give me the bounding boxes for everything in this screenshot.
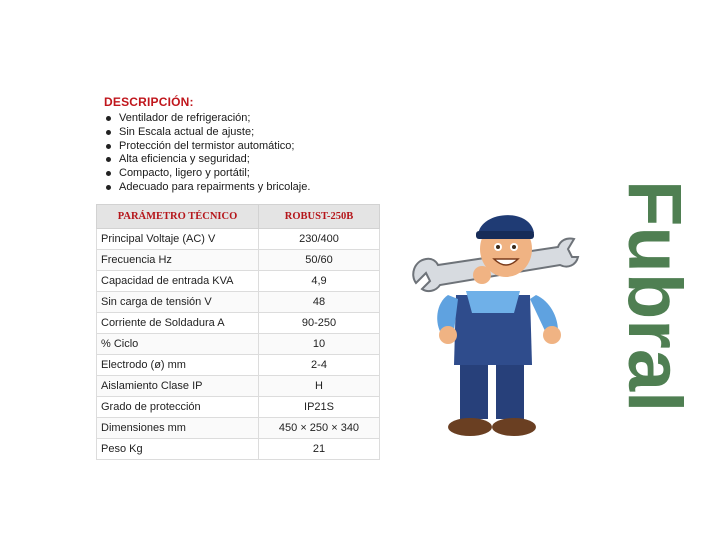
param-cell: % Ciclo [97, 334, 259, 355]
param-cell: Corriente de Soldadura A [97, 313, 259, 334]
header-model: ROBUST-250B [259, 205, 380, 229]
param-cell: Capacidad de entrada KVA [97, 271, 259, 292]
table-row [97, 313, 380, 334]
description-list [104, 112, 310, 195]
table-row [97, 229, 380, 250]
table-row [97, 397, 380, 418]
list-item-text: Adecuado para repairments y bricolaje. [119, 180, 311, 193]
bullet-icon [106, 144, 111, 149]
value-cell: 48 [259, 292, 380, 313]
list-item [104, 140, 310, 154]
value-cell: 21 [259, 439, 380, 460]
param-cell: Sin carga de tensión V [97, 292, 259, 313]
list-item [104, 167, 310, 181]
param-cell: Dimensiones mm [97, 418, 259, 439]
list-item-text: Sin Escala actual de ajuste; [119, 125, 255, 138]
bullet-icon [106, 171, 111, 176]
param-cell: Frecuencia Hz [97, 250, 259, 271]
value-cell: H [259, 376, 380, 397]
list-item [104, 112, 310, 126]
param-cell: Principal Voltaje (AC) V [97, 229, 259, 250]
brand-logo [557, 150, 697, 450]
value-cell: 90-250 [259, 313, 380, 334]
spec-table [96, 204, 380, 460]
value-cell: 4,9 [259, 271, 380, 292]
bullet-icon [106, 157, 111, 162]
table-row [97, 334, 380, 355]
list-item-text: Alta eficiencia y seguridad; [119, 153, 250, 166]
param-cell: Peso Kg [97, 439, 259, 460]
table-row [97, 418, 380, 439]
value-cell: 10 [259, 334, 380, 355]
bullet-icon [106, 130, 111, 135]
value-cell: 230/400 [259, 229, 380, 250]
value-cell: 450 × 250 × 340 [259, 418, 380, 439]
mechanic-mascot-illustration [408, 195, 578, 445]
value-cell: 50/60 [259, 250, 380, 271]
list-item [104, 153, 310, 167]
table-row [97, 355, 380, 376]
list-item [104, 126, 310, 140]
table-row [97, 250, 380, 271]
list-item-text: Ventilador de refrigeración; [119, 112, 251, 124]
brand-logo-text: Fubral [612, 180, 697, 413]
list-item-text: Compacto, ligero y portátil; [119, 167, 250, 180]
table-row [97, 292, 380, 313]
table-row [97, 271, 380, 292]
list-item [104, 181, 310, 195]
header-parameter: PARÁMETRO TÉCNICO [97, 205, 259, 229]
table-row [97, 439, 380, 460]
param-cell: Aislamiento Clase IP [97, 376, 259, 397]
table-row [97, 376, 380, 397]
bullet-icon [106, 116, 111, 121]
param-cell: Grado de protección [97, 397, 259, 418]
table-header-row [97, 205, 380, 229]
param-cell: Electrodo (ø) mm [97, 355, 259, 376]
value-cell: IP21S [259, 397, 380, 418]
bullet-icon [106, 185, 111, 190]
list-item-text: Protección del termistor automático; [119, 139, 295, 152]
description-title: DESCRIPCIÓN: [104, 95, 194, 109]
value-cell: 2-4 [259, 355, 380, 376]
